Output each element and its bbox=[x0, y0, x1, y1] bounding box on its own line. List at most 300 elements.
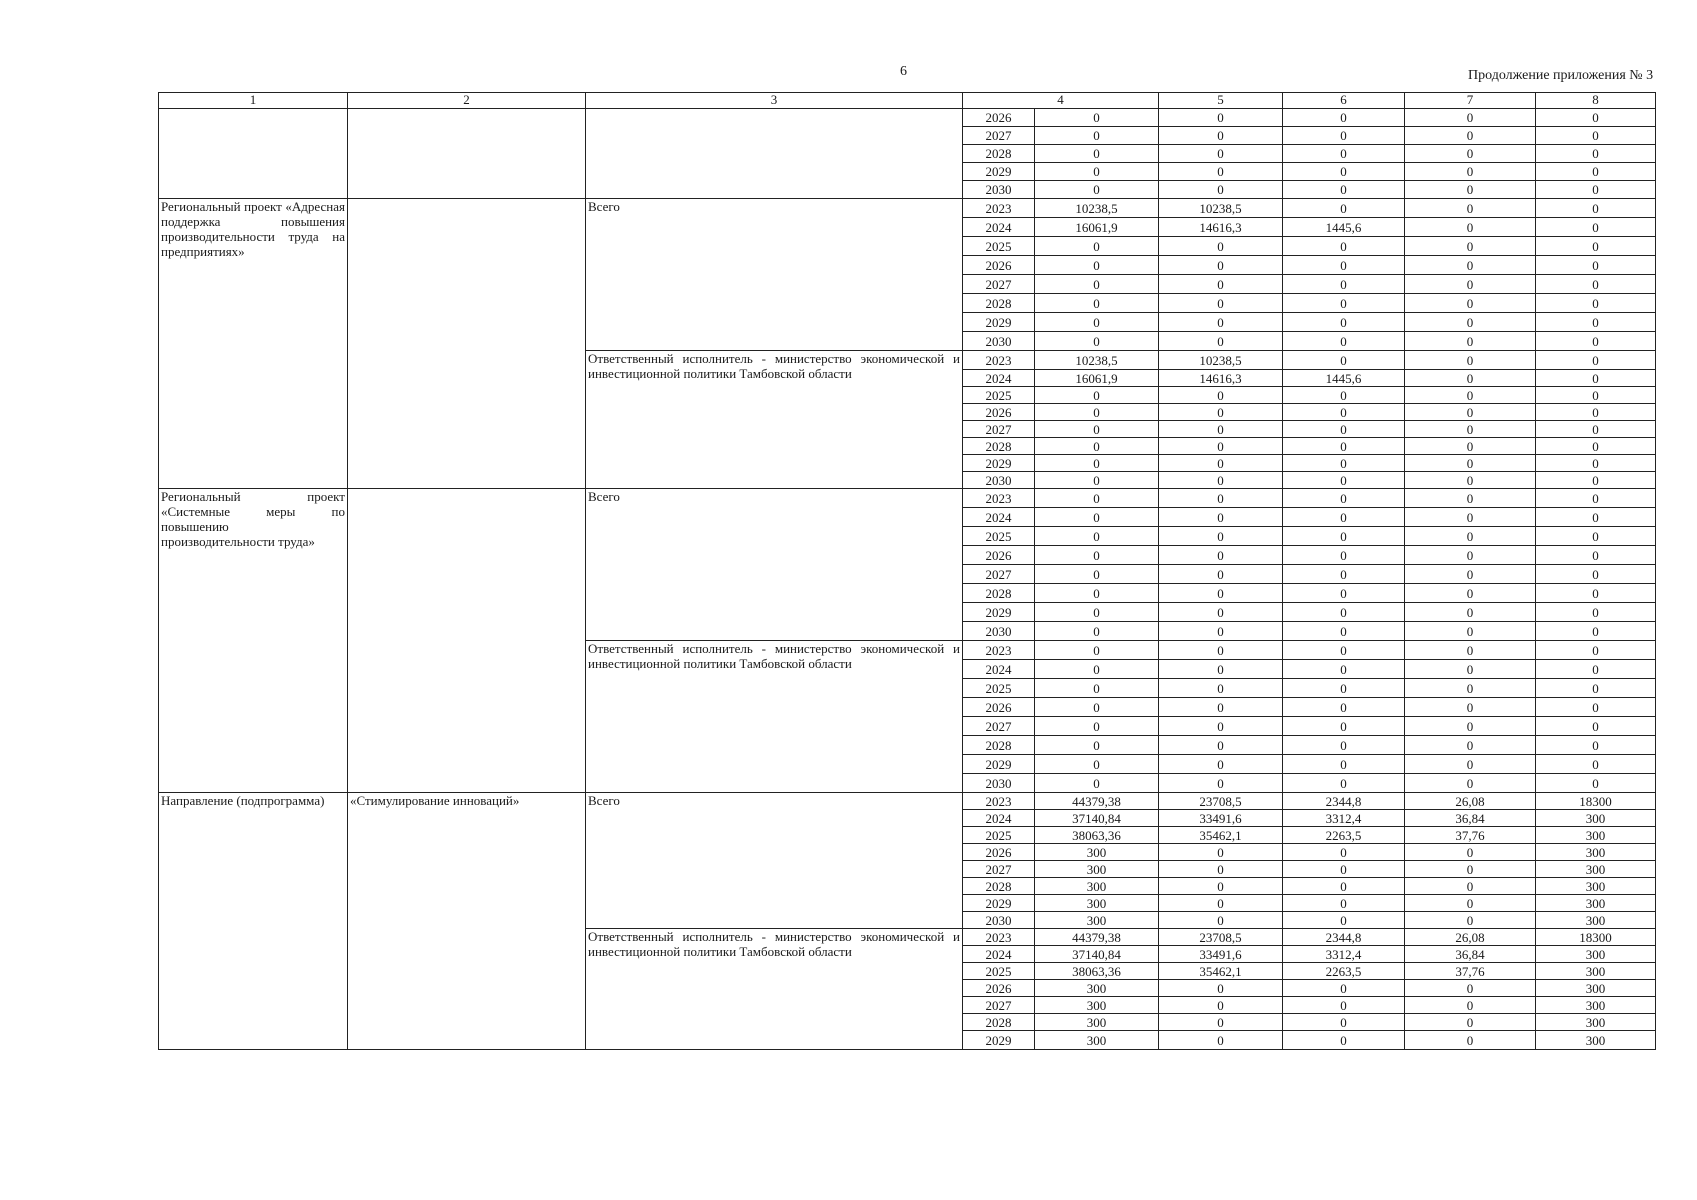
funding-source-cell bbox=[586, 109, 963, 199]
regional-cell: 0 bbox=[1283, 508, 1405, 527]
column-header: 3 bbox=[586, 93, 963, 109]
regional-cell: 0 bbox=[1283, 455, 1405, 472]
federal-cell: 10238,5 bbox=[1159, 199, 1283, 218]
extra-budget-cell: 0 bbox=[1536, 145, 1656, 163]
total-cell: 0 bbox=[1035, 404, 1159, 421]
local-cell: 0 bbox=[1405, 489, 1536, 508]
name-cell bbox=[348, 489, 586, 793]
regional-cell: 0 bbox=[1283, 1031, 1405, 1050]
column-header: 5 bbox=[1159, 93, 1283, 109]
column-header: 8 bbox=[1536, 93, 1656, 109]
year-cell: 2028 bbox=[963, 878, 1035, 895]
local-cell: 0 bbox=[1405, 109, 1536, 127]
year-cell: 2029 bbox=[963, 895, 1035, 912]
local-cell: 0 bbox=[1405, 199, 1536, 218]
federal-cell: 23708,5 bbox=[1159, 929, 1283, 946]
extra-budget-cell: 0 bbox=[1536, 736, 1656, 755]
total-cell: 0 bbox=[1035, 717, 1159, 736]
extra-budget-cell: 0 bbox=[1536, 127, 1656, 145]
regional-cell: 0 bbox=[1283, 256, 1405, 275]
extra-budget-cell: 300 bbox=[1536, 963, 1656, 980]
year-cell: 2030 bbox=[963, 912, 1035, 929]
total-cell: 0 bbox=[1035, 421, 1159, 438]
regional-cell: 0 bbox=[1283, 127, 1405, 145]
federal-cell: 10238,5 bbox=[1159, 351, 1283, 370]
total-cell: 0 bbox=[1035, 455, 1159, 472]
total-cell: 300 bbox=[1035, 861, 1159, 878]
local-cell: 0 bbox=[1405, 438, 1536, 455]
extra-budget-cell: 0 bbox=[1536, 455, 1656, 472]
year-cell: 2029 bbox=[963, 755, 1035, 774]
extra-budget-cell: 0 bbox=[1536, 256, 1656, 275]
federal-cell: 0 bbox=[1159, 387, 1283, 404]
total-cell: 0 bbox=[1035, 387, 1159, 404]
total-cell: 300 bbox=[1035, 997, 1159, 1014]
year-cell: 2026 bbox=[963, 109, 1035, 127]
regional-cell: 0 bbox=[1283, 717, 1405, 736]
extra-budget-cell: 0 bbox=[1536, 660, 1656, 679]
year-cell: 2027 bbox=[963, 997, 1035, 1014]
year-cell: 2027 bbox=[963, 717, 1035, 736]
extra-budget-cell: 300 bbox=[1536, 1014, 1656, 1031]
regional-cell: 0 bbox=[1283, 1014, 1405, 1031]
year-cell: 2024 bbox=[963, 810, 1035, 827]
total-cell: 10238,5 bbox=[1035, 199, 1159, 218]
total-cell: 300 bbox=[1035, 912, 1159, 929]
extra-budget-cell: 0 bbox=[1536, 404, 1656, 421]
year-cell: 2027 bbox=[963, 275, 1035, 294]
year-cell: 2024 bbox=[963, 660, 1035, 679]
year-cell: 2028 bbox=[963, 294, 1035, 313]
federal-cell: 0 bbox=[1159, 844, 1283, 861]
extra-budget-cell: 0 bbox=[1536, 472, 1656, 489]
federal-cell: 0 bbox=[1159, 313, 1283, 332]
year-cell: 2023 bbox=[963, 929, 1035, 946]
year-cell: 2024 bbox=[963, 946, 1035, 963]
extra-budget-cell: 0 bbox=[1536, 698, 1656, 717]
extra-budget-cell: 0 bbox=[1536, 109, 1656, 127]
local-cell: 0 bbox=[1405, 508, 1536, 527]
year-cell: 2026 bbox=[963, 698, 1035, 717]
total-cell: 10238,5 bbox=[1035, 351, 1159, 370]
year-cell: 2028 bbox=[963, 1014, 1035, 1031]
extra-budget-cell: 300 bbox=[1536, 844, 1656, 861]
regional-cell: 0 bbox=[1283, 163, 1405, 181]
regional-cell: 3312,4 bbox=[1283, 810, 1405, 827]
federal-cell: 0 bbox=[1159, 679, 1283, 698]
local-cell: 0 bbox=[1405, 275, 1536, 294]
extra-budget-cell: 0 bbox=[1536, 351, 1656, 370]
extra-budget-cell: 300 bbox=[1536, 946, 1656, 963]
extra-budget-cell: 0 bbox=[1536, 199, 1656, 218]
local-cell: 0 bbox=[1405, 127, 1536, 145]
total-cell: 0 bbox=[1035, 237, 1159, 256]
table-row bbox=[159, 109, 1656, 127]
column-number-row bbox=[159, 93, 1656, 109]
total-cell: 0 bbox=[1035, 181, 1159, 199]
extra-budget-cell: 0 bbox=[1536, 332, 1656, 351]
federal-cell: 0 bbox=[1159, 294, 1283, 313]
year-cell: 2026 bbox=[963, 546, 1035, 565]
federal-cell: 0 bbox=[1159, 997, 1283, 1014]
federal-cell: 0 bbox=[1159, 508, 1283, 527]
total-cell: 16061,9 bbox=[1035, 370, 1159, 387]
direction-cell: Региональный проект «Адресная поддержка повышения производительности труда на предприятиях» bbox=[159, 199, 348, 489]
total-cell: 300 bbox=[1035, 844, 1159, 861]
total-cell: 37140,84 bbox=[1035, 946, 1159, 963]
year-cell: 2026 bbox=[963, 256, 1035, 275]
extra-budget-cell: 0 bbox=[1536, 294, 1656, 313]
extra-budget-cell: 0 bbox=[1536, 218, 1656, 237]
regional-cell: 2263,5 bbox=[1283, 827, 1405, 844]
local-cell: 0 bbox=[1405, 717, 1536, 736]
funding-source-cell: Ответственный исполнитель - министерство экономической и инвестиционной политики Тамбовской области bbox=[586, 929, 963, 1050]
year-cell: 2026 bbox=[963, 844, 1035, 861]
federal-cell: 35462,1 bbox=[1159, 827, 1283, 844]
federal-cell: 0 bbox=[1159, 163, 1283, 181]
regional-cell: 1445,6 bbox=[1283, 370, 1405, 387]
regional-cell: 0 bbox=[1283, 861, 1405, 878]
local-cell: 0 bbox=[1405, 895, 1536, 912]
year-cell: 2030 bbox=[963, 774, 1035, 793]
funding-source-cell: Всего bbox=[586, 793, 963, 929]
federal-cell: 0 bbox=[1159, 861, 1283, 878]
name-cell bbox=[348, 199, 586, 489]
year-cell: 2027 bbox=[963, 565, 1035, 584]
table-row bbox=[159, 793, 1656, 810]
year-cell: 2030 bbox=[963, 622, 1035, 641]
regional-cell: 2344,8 bbox=[1283, 929, 1405, 946]
regional-cell: 0 bbox=[1283, 527, 1405, 546]
total-cell: 0 bbox=[1035, 698, 1159, 717]
extra-budget-cell: 300 bbox=[1536, 980, 1656, 997]
total-cell: 37140,84 bbox=[1035, 810, 1159, 827]
local-cell: 0 bbox=[1405, 472, 1536, 489]
local-cell: 0 bbox=[1405, 844, 1536, 861]
local-cell: 0 bbox=[1405, 660, 1536, 679]
direction-cell: Направление (подпрограмма) bbox=[159, 793, 348, 1050]
federal-cell: 0 bbox=[1159, 181, 1283, 199]
column-header: 1 bbox=[159, 93, 348, 109]
federal-cell: 0 bbox=[1159, 109, 1283, 127]
local-cell: 0 bbox=[1405, 755, 1536, 774]
regional-cell: 0 bbox=[1283, 404, 1405, 421]
regional-cell: 0 bbox=[1283, 878, 1405, 895]
total-cell: 38063,36 bbox=[1035, 963, 1159, 980]
extra-budget-cell: 300 bbox=[1536, 810, 1656, 827]
direction-cell: Региональный проект «Системные меры по повышению производительности труда» bbox=[159, 489, 348, 793]
federal-cell: 0 bbox=[1159, 489, 1283, 508]
year-cell: 2030 bbox=[963, 472, 1035, 489]
funding-source-cell: Ответственный исполнитель - министерство экономической и инвестиционной политики Тамбовской области bbox=[586, 641, 963, 793]
federal-cell: 23708,5 bbox=[1159, 793, 1283, 810]
federal-cell: 0 bbox=[1159, 332, 1283, 351]
federal-cell: 0 bbox=[1159, 438, 1283, 455]
column-header: 6 bbox=[1283, 93, 1405, 109]
federal-cell: 0 bbox=[1159, 127, 1283, 145]
regional-cell: 0 bbox=[1283, 774, 1405, 793]
regional-cell: 0 bbox=[1283, 895, 1405, 912]
year-cell: 2026 bbox=[963, 404, 1035, 421]
year-cell: 2024 bbox=[963, 218, 1035, 237]
federal-cell: 0 bbox=[1159, 603, 1283, 622]
extra-budget-cell: 0 bbox=[1536, 438, 1656, 455]
year-cell: 2023 bbox=[963, 641, 1035, 660]
regional-cell: 0 bbox=[1283, 181, 1405, 199]
budget-table bbox=[158, 92, 1656, 1050]
federal-cell: 0 bbox=[1159, 584, 1283, 603]
extra-budget-cell: 0 bbox=[1536, 622, 1656, 641]
regional-cell: 0 bbox=[1283, 546, 1405, 565]
extra-budget-cell: 0 bbox=[1536, 565, 1656, 584]
extra-budget-cell: 0 bbox=[1536, 508, 1656, 527]
federal-cell: 0 bbox=[1159, 622, 1283, 641]
total-cell: 0 bbox=[1035, 313, 1159, 332]
local-cell: 0 bbox=[1405, 421, 1536, 438]
local-cell: 0 bbox=[1405, 527, 1536, 546]
total-cell: 16061,9 bbox=[1035, 218, 1159, 237]
total-cell: 0 bbox=[1035, 565, 1159, 584]
local-cell: 26,08 bbox=[1405, 929, 1536, 946]
total-cell: 0 bbox=[1035, 603, 1159, 622]
direction-cell bbox=[159, 109, 348, 199]
federal-cell: 0 bbox=[1159, 912, 1283, 929]
local-cell: 0 bbox=[1405, 294, 1536, 313]
extra-budget-cell: 0 bbox=[1536, 489, 1656, 508]
extra-budget-cell: 300 bbox=[1536, 861, 1656, 878]
federal-cell: 0 bbox=[1159, 1014, 1283, 1031]
year-cell: 2026 bbox=[963, 980, 1035, 997]
total-cell: 0 bbox=[1035, 679, 1159, 698]
local-cell: 36,84 bbox=[1405, 946, 1536, 963]
extra-budget-cell: 0 bbox=[1536, 546, 1656, 565]
regional-cell: 0 bbox=[1283, 275, 1405, 294]
regional-cell: 0 bbox=[1283, 980, 1405, 997]
local-cell: 0 bbox=[1405, 1031, 1536, 1050]
year-cell: 2023 bbox=[963, 793, 1035, 810]
local-cell: 0 bbox=[1405, 603, 1536, 622]
regional-cell: 3312,4 bbox=[1283, 946, 1405, 963]
local-cell: 0 bbox=[1405, 163, 1536, 181]
federal-cell: 33491,6 bbox=[1159, 810, 1283, 827]
year-cell: 2025 bbox=[963, 679, 1035, 698]
regional-cell: 0 bbox=[1283, 237, 1405, 256]
local-cell: 0 bbox=[1405, 351, 1536, 370]
total-cell: 300 bbox=[1035, 1014, 1159, 1031]
extra-budget-cell: 0 bbox=[1536, 387, 1656, 404]
local-cell: 0 bbox=[1405, 679, 1536, 698]
extra-budget-cell: 300 bbox=[1536, 912, 1656, 929]
federal-cell: 0 bbox=[1159, 895, 1283, 912]
extra-budget-cell: 0 bbox=[1536, 163, 1656, 181]
regional-cell: 0 bbox=[1283, 472, 1405, 489]
federal-cell: 33491,6 bbox=[1159, 946, 1283, 963]
regional-cell: 0 bbox=[1283, 584, 1405, 603]
regional-cell: 2344,8 bbox=[1283, 793, 1405, 810]
regional-cell: 0 bbox=[1283, 387, 1405, 404]
total-cell: 44379,38 bbox=[1035, 793, 1159, 810]
total-cell: 0 bbox=[1035, 584, 1159, 603]
regional-cell: 0 bbox=[1283, 421, 1405, 438]
local-cell: 0 bbox=[1405, 404, 1536, 421]
federal-cell: 0 bbox=[1159, 275, 1283, 294]
regional-cell: 0 bbox=[1283, 603, 1405, 622]
federal-cell: 0 bbox=[1159, 455, 1283, 472]
total-cell: 300 bbox=[1035, 895, 1159, 912]
local-cell: 0 bbox=[1405, 736, 1536, 755]
year-cell: 2023 bbox=[963, 199, 1035, 218]
federal-cell: 0 bbox=[1159, 736, 1283, 755]
local-cell: 0 bbox=[1405, 455, 1536, 472]
local-cell: 0 bbox=[1405, 332, 1536, 351]
local-cell: 0 bbox=[1405, 878, 1536, 895]
federal-cell: 14616,3 bbox=[1159, 370, 1283, 387]
year-cell: 2028 bbox=[963, 736, 1035, 755]
total-cell: 44379,38 bbox=[1035, 929, 1159, 946]
total-cell: 0 bbox=[1035, 275, 1159, 294]
extra-budget-cell: 0 bbox=[1536, 527, 1656, 546]
continuation-label: Продолжение приложения № 3 bbox=[1468, 68, 1654, 83]
federal-cell: 0 bbox=[1159, 421, 1283, 438]
local-cell: 36,84 bbox=[1405, 810, 1536, 827]
local-cell: 37,76 bbox=[1405, 827, 1536, 844]
extra-budget-cell: 0 bbox=[1536, 421, 1656, 438]
local-cell: 0 bbox=[1405, 387, 1536, 404]
year-cell: 2028 bbox=[963, 145, 1035, 163]
total-cell: 300 bbox=[1035, 878, 1159, 895]
federal-cell: 0 bbox=[1159, 565, 1283, 584]
year-cell: 2027 bbox=[963, 421, 1035, 438]
local-cell: 0 bbox=[1405, 218, 1536, 237]
total-cell: 0 bbox=[1035, 622, 1159, 641]
federal-cell: 0 bbox=[1159, 878, 1283, 895]
federal-cell: 0 bbox=[1159, 641, 1283, 660]
regional-cell: 0 bbox=[1283, 294, 1405, 313]
extra-budget-cell: 0 bbox=[1536, 717, 1656, 736]
federal-cell: 0 bbox=[1159, 256, 1283, 275]
regional-cell: 0 bbox=[1283, 641, 1405, 660]
regional-cell: 2263,5 bbox=[1283, 963, 1405, 980]
federal-cell: 0 bbox=[1159, 698, 1283, 717]
year-cell: 2025 bbox=[963, 387, 1035, 404]
local-cell: 0 bbox=[1405, 912, 1536, 929]
extra-budget-cell: 18300 bbox=[1536, 793, 1656, 810]
regional-cell: 0 bbox=[1283, 438, 1405, 455]
total-cell: 38063,36 bbox=[1035, 827, 1159, 844]
federal-cell: 0 bbox=[1159, 980, 1283, 997]
local-cell: 0 bbox=[1405, 641, 1536, 660]
local-cell: 0 bbox=[1405, 980, 1536, 997]
regional-cell: 0 bbox=[1283, 489, 1405, 508]
federal-cell: 0 bbox=[1159, 527, 1283, 546]
regional-cell: 0 bbox=[1283, 698, 1405, 717]
extra-budget-cell: 0 bbox=[1536, 584, 1656, 603]
total-cell: 0 bbox=[1035, 472, 1159, 489]
year-cell: 2029 bbox=[963, 1031, 1035, 1050]
local-cell: 26,08 bbox=[1405, 793, 1536, 810]
funding-source-cell: Всего bbox=[586, 489, 963, 641]
federal-cell: 0 bbox=[1159, 404, 1283, 421]
year-cell: 2023 bbox=[963, 489, 1035, 508]
local-cell: 0 bbox=[1405, 181, 1536, 199]
total-cell: 0 bbox=[1035, 145, 1159, 163]
year-cell: 2025 bbox=[963, 237, 1035, 256]
total-cell: 0 bbox=[1035, 294, 1159, 313]
year-cell: 2024 bbox=[963, 508, 1035, 527]
federal-cell: 14616,3 bbox=[1159, 218, 1283, 237]
federal-cell: 0 bbox=[1159, 145, 1283, 163]
local-cell: 0 bbox=[1405, 237, 1536, 256]
year-cell: 2025 bbox=[963, 963, 1035, 980]
year-cell: 2025 bbox=[963, 527, 1035, 546]
name-cell: «Стимулирование инноваций» bbox=[348, 793, 586, 1050]
total-cell: 0 bbox=[1035, 256, 1159, 275]
regional-cell: 0 bbox=[1283, 313, 1405, 332]
total-cell: 0 bbox=[1035, 660, 1159, 679]
regional-cell: 0 bbox=[1283, 660, 1405, 679]
extra-budget-cell: 0 bbox=[1536, 237, 1656, 256]
local-cell: 0 bbox=[1405, 774, 1536, 793]
total-cell: 0 bbox=[1035, 774, 1159, 793]
extra-budget-cell: 300 bbox=[1536, 827, 1656, 844]
extra-budget-cell: 0 bbox=[1536, 370, 1656, 387]
regional-cell: 0 bbox=[1283, 736, 1405, 755]
column-header: 7 bbox=[1405, 93, 1536, 109]
federal-cell: 35462,1 bbox=[1159, 963, 1283, 980]
year-cell: 2023 bbox=[963, 351, 1035, 370]
local-cell: 0 bbox=[1405, 256, 1536, 275]
page-number: 6 bbox=[900, 64, 907, 79]
extra-budget-cell: 0 bbox=[1536, 679, 1656, 698]
local-cell: 0 bbox=[1405, 546, 1536, 565]
total-cell: 0 bbox=[1035, 438, 1159, 455]
total-cell: 0 bbox=[1035, 527, 1159, 546]
extra-budget-cell: 0 bbox=[1536, 275, 1656, 294]
year-cell: 2024 bbox=[963, 370, 1035, 387]
year-cell: 2029 bbox=[963, 455, 1035, 472]
local-cell: 37,76 bbox=[1405, 963, 1536, 980]
column-header: 4 bbox=[963, 93, 1159, 109]
year-cell: 2029 bbox=[963, 163, 1035, 181]
regional-cell: 1445,6 bbox=[1283, 218, 1405, 237]
extra-budget-cell: 300 bbox=[1536, 878, 1656, 895]
total-cell: 0 bbox=[1035, 489, 1159, 508]
local-cell: 0 bbox=[1405, 145, 1536, 163]
regional-cell: 0 bbox=[1283, 912, 1405, 929]
table-row bbox=[159, 199, 1656, 218]
federal-cell: 0 bbox=[1159, 755, 1283, 774]
local-cell: 0 bbox=[1405, 370, 1536, 387]
total-cell: 0 bbox=[1035, 127, 1159, 145]
regional-cell: 0 bbox=[1283, 332, 1405, 351]
extra-budget-cell: 0 bbox=[1536, 181, 1656, 199]
total-cell: 300 bbox=[1035, 1031, 1159, 1050]
local-cell: 0 bbox=[1405, 313, 1536, 332]
year-cell: 2029 bbox=[963, 313, 1035, 332]
local-cell: 0 bbox=[1405, 622, 1536, 641]
total-cell: 0 bbox=[1035, 508, 1159, 527]
total-cell: 0 bbox=[1035, 332, 1159, 351]
local-cell: 0 bbox=[1405, 584, 1536, 603]
column-header: 2 bbox=[348, 93, 586, 109]
federal-cell: 0 bbox=[1159, 472, 1283, 489]
year-cell: 2029 bbox=[963, 603, 1035, 622]
table-row bbox=[159, 489, 1656, 508]
total-cell: 0 bbox=[1035, 546, 1159, 565]
regional-cell: 0 bbox=[1283, 755, 1405, 774]
regional-cell: 0 bbox=[1283, 844, 1405, 861]
extra-budget-cell: 18300 bbox=[1536, 929, 1656, 946]
